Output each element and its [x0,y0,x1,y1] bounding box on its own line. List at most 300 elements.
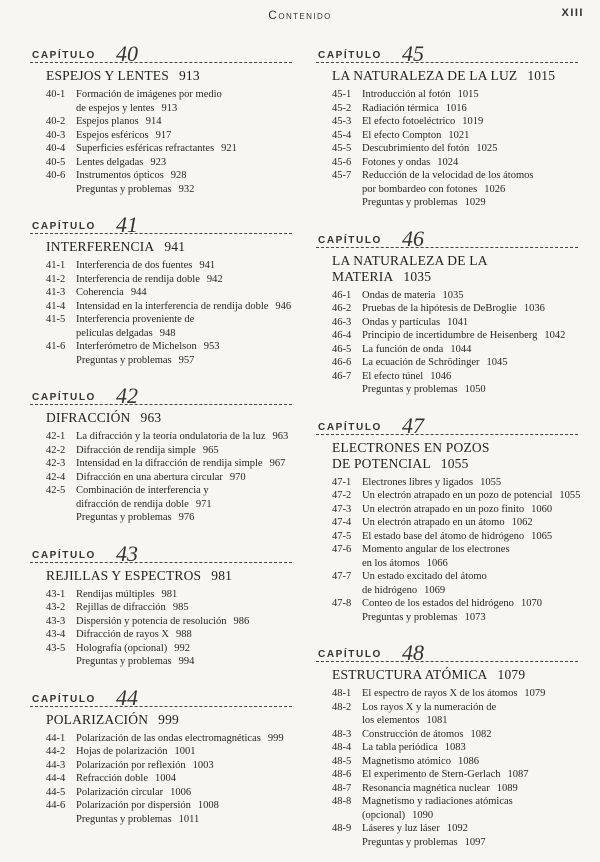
section-page: 1069 [424,584,446,596]
section-page: 917 [155,129,172,141]
section-number: 44-3 [46,759,66,771]
section-title: Coherencia [76,287,124,298]
section-page: 1055 [480,476,502,488]
toc-entry [30,156,298,170]
section-page: 914 [145,116,162,127]
section-page: 985 [172,602,189,613]
section-number: 46-5 [332,343,352,355]
section-number: 43-4 [46,629,66,640]
section-title: Polarización por dispersión [76,800,191,811]
toc-entry [316,356,584,370]
chapter-number: 43 [116,540,138,566]
toc-entry [316,570,584,597]
section-title: Espejos planos [76,116,139,127]
problems-label: Preguntas y problemas [76,512,172,523]
section-title: La ecuación de Schrödinger [362,357,480,368]
section-page: 923 [150,156,167,168]
section-number: 40-5 [46,156,66,168]
toc-entry [316,302,584,316]
section-page: 970 [229,471,246,483]
section-title: El espectro de rayos X de los átomos [362,688,518,699]
toc-column-right [316,38,584,862]
problems-entry [316,383,584,397]
problems-page: 932 [178,183,195,195]
page-number: XIII [561,7,584,19]
chapter-title [332,667,584,683]
section-title: (opcional) [362,809,406,821]
toc-entry [30,588,298,602]
toc-entry [30,88,298,115]
chapter-heading [316,223,578,251]
section-page: 1036 [523,303,545,314]
section-number: 42-5 [46,485,66,496]
chapter-heading [30,538,292,566]
section-page: 1087 [507,769,529,780]
chapter-block [30,380,298,525]
toc-entry [316,102,584,116]
section-title: Construcción de átomos [362,728,464,740]
toc-entry [316,728,584,742]
chapter-page: 963 [140,410,162,425]
chapter-title [46,410,298,426]
section-title: Magnetismo atómico [362,755,451,767]
section-title: Descubrimiento del fotón [362,143,470,154]
problems-entry [30,813,298,827]
section-number: 42-4 [46,471,66,483]
section-page: 1066 [426,557,448,569]
section-number: 42-2 [46,444,66,456]
toc-entry [30,484,298,511]
section-title: Introducción al fotón [362,89,451,100]
chapter-page: 1035 [403,268,432,284]
section-title: El efecto túnel [362,370,424,382]
toc-entry [316,289,584,303]
toc-entry [316,822,584,836]
chapter-title-text: LA NATURALEZA DE LA LUZ [332,68,518,83]
chapter-number: 45 [402,41,424,66]
section-number: 46-1 [332,289,352,301]
section-number: 48-9 [332,823,352,834]
section-page: 967 [269,458,286,469]
section-page: 1083 [444,742,466,753]
chapter-title-text: ESTRUCTURA ATÓMICA [332,667,488,682]
problems-page: 994 [178,656,195,667]
section-page: 963 [272,431,289,442]
toc-entry [316,768,584,782]
chapter-label: CAPÍTULO [32,549,96,561]
toc-entry [30,601,298,615]
chapter-title [46,712,298,728]
section-title: La función de onda [362,343,444,355]
problems-label: Preguntas y problemas [76,656,172,667]
chapter-block [316,637,584,849]
chapter-number: 42 [116,383,138,408]
chapter-number: 41 [116,212,138,237]
section-number: 47-1 [332,476,352,488]
chapter-block [316,410,584,625]
section-title: Electrones libres y ligados [362,476,474,488]
toc-entry [316,476,584,490]
problems-entry [30,183,298,197]
section-number: 47-8 [332,598,352,609]
toc-entry [316,530,584,544]
problems-entry [30,354,298,368]
problems-entry [316,611,584,625]
chapter-heading [316,410,578,438]
chapter-title [332,253,584,285]
chapter-page: 941 [164,239,186,254]
chapter-title-text: LA NATURALEZA DE LA MATERIA [332,252,487,284]
toc-entry [30,799,298,813]
section-title: Holografía (opcional) [76,642,168,654]
section-title: Polarización de las ondas electromagnéticas [76,732,261,744]
section-title: Un estado excitado del átomo [362,571,487,582]
section-number: 47-5 [332,530,352,542]
section-title: La tabla periódica [362,742,438,753]
chapter-heading [30,209,292,237]
problems-label: Preguntas y problemas [76,813,172,825]
section-number: 46-3 [332,316,352,328]
section-page: 1081 [426,715,448,726]
section-title: Espejos esféricos [76,129,149,141]
section-number: 45-2 [332,102,352,114]
section-title: Ondas de materia [362,289,436,301]
chapter-title-text: DE POTENCIAL [332,455,431,471]
section-number: 43-3 [46,615,66,627]
section-title: Intensidad en la interferencia de rendija doble [76,300,269,312]
section-page: 1041 [447,316,469,328]
section-title: Conteo de los estados del hidrógeno [362,598,514,609]
toc-entry [30,340,298,354]
chapter-title-text: INTERFERENCIA [46,239,155,254]
toc-entry [316,795,584,822]
section-page: 1044 [450,343,472,355]
section-title: Intensidad en la difracción de rendija simple [76,458,263,469]
section-title: Los rayos X y la numeración de [362,701,497,713]
section-page: 1065 [531,530,553,542]
toc-entry [30,169,298,183]
section-title: Dispersión y potencia de resolución [76,615,227,627]
section-page: 1079 [524,688,546,699]
toc-entry [30,628,298,642]
section-title: Formación de imágenes por medio [76,89,222,100]
chapter-page: 999 [158,711,180,727]
problems-page: 976 [178,512,195,523]
chapter-block [316,38,584,210]
section-number: 45-7 [332,170,352,181]
problems-entry [30,655,298,669]
problems-page: 1050 [464,384,486,395]
section-number: 45-4 [332,129,352,141]
chapter-block [30,209,298,367]
section-number: 41-6 [46,341,66,352]
section-page: 1086 [457,755,479,767]
section-number: 47-4 [332,517,352,528]
section-title: Interferencia de rendija doble [76,273,200,285]
section-title: de espejos y lentes [76,102,155,114]
problems-entry [30,511,298,525]
section-number: 45-1 [332,89,352,100]
section-number: 41-2 [46,273,66,285]
section-page: 971 [195,498,212,510]
chapter-label: CAPÍTULO [318,50,382,61]
section-page: 1006 [170,786,192,798]
section-title: Rejillas de difracción [76,602,166,613]
chapter-label: CAPÍTULO [318,234,382,246]
page-header [0,8,600,26]
section-title: difracción de rendija doble [76,498,189,510]
section-number: 46-7 [332,370,352,382]
chapter-page: 913 [178,68,200,83]
section-number: 48-4 [332,742,352,753]
section-page: 1003 [192,759,214,771]
toc-entry [30,642,298,656]
section-title: en los átomos [362,557,420,569]
section-page: 1004 [155,773,177,784]
section-page: 1062 [511,517,533,528]
section-title: por bombardeo con fotones [362,183,478,195]
section-number: 47-2 [332,490,352,501]
section-page: 1045 [486,357,508,368]
toc-entry [316,489,584,503]
section-title: La difracción y la teoría ondulatoria de la luz [76,431,266,442]
section-page: 992 [174,642,191,654]
chapter-label: CAPÍTULO [32,392,96,403]
section-page: 1042 [544,330,566,341]
section-title: El experimento de Stern-Gerlach [362,769,501,780]
toc-entry [316,741,584,755]
chapter-block [30,538,298,669]
chapter-label: CAPÍTULO [318,421,382,433]
section-title: Magnetismo y radiaciones atómicas [362,796,513,807]
section-title: Lentes delgadas [76,156,144,168]
section-number: 45-3 [332,116,352,127]
chapter-title-text: DIFRACCIÓN [46,410,131,425]
section-title: Reducción de la velocidad de los átomos [362,170,534,181]
section-number: 45-6 [332,156,352,168]
toc-entry [316,782,584,796]
chapter-page: 1079 [497,667,526,682]
section-page: 1089 [496,782,518,794]
section-number: 45-5 [332,143,352,154]
section-number: 40-1 [46,89,66,100]
chapter-number: 46 [402,225,424,251]
section-title: Hojas de polarización [76,746,168,757]
toc-entry [30,772,298,786]
toc-entry [30,259,298,273]
section-page: 944 [130,287,147,298]
chapter-heading [316,38,578,66]
section-page: 941 [199,260,216,271]
problems-page: 1011 [178,813,200,825]
section-title: Pruebas de la hipótesis de DeBroglie [362,303,517,314]
section-number: 46-4 [332,330,352,341]
section-title: El efecto Compton [362,129,442,141]
section-page: 1021 [448,129,470,141]
chapter-title-text: POLARIZACIÓN [46,711,149,727]
section-title: El estado base del átomo de hidrógeno [362,530,525,542]
section-number: 40-3 [46,129,66,141]
section-number: 48-1 [332,688,352,699]
section-title: Interferencia proveniente de [76,314,195,325]
section-page: 1055 [559,490,581,501]
section-number: 40-2 [46,116,66,127]
chapter-label: CAPÍTULO [32,221,96,232]
section-title: Fotones y ondas [362,156,431,168]
section-page: 1024 [437,156,459,168]
section-page: 1001 [174,746,196,757]
toc-entry [316,543,584,570]
section-number: 48-6 [332,769,352,780]
problems-label: Preguntas y problemas [362,384,458,395]
section-title: Refracción doble [76,773,149,784]
problems-label: Preguntas y problemas [76,354,172,366]
section-number: 44-4 [46,773,66,784]
section-number: 43-1 [46,588,66,600]
section-title: Difracción de rayos X [76,629,170,640]
chapter-heading [30,682,292,710]
toc-entry [30,313,298,340]
problems-label: Preguntas y problemas [362,611,458,623]
chapter-number: 44 [116,684,138,710]
problems-label: Preguntas y problemas [362,197,458,208]
section-page: 942 [206,273,223,285]
section-page: 1008 [197,800,219,811]
section-page: 1025 [476,143,498,154]
problems-entry [316,196,584,210]
problems-page: 1073 [464,611,486,623]
section-page: 946 [275,300,292,312]
chapter-label: CAPÍTULO [32,50,96,61]
section-number: 41-5 [46,314,66,325]
toc-entry [316,329,584,343]
chapter-title-text: ELECTRONES EN POZOS [332,439,490,455]
section-title: El efecto fotoeléctrico [362,116,456,127]
toc-entry [30,300,298,314]
section-title: Láseres y luz láser [362,823,440,834]
toc-entry [30,457,298,471]
chapter-title [332,440,584,472]
section-number: 40-6 [46,170,66,181]
toc-entry [316,316,584,330]
chapter-heading [316,637,578,665]
section-page: 1082 [470,728,492,740]
section-number: 41-1 [46,260,66,271]
section-page: 953 [203,341,220,352]
section-title: Resonancia magnética nuclear [362,782,490,794]
section-number: 47-7 [332,571,352,582]
section-page: 999 [267,732,284,744]
chapter-heading [30,38,292,66]
chapter-block [316,223,584,397]
toc-entry [30,444,298,458]
toc-entry [30,142,298,156]
section-number: 48-7 [332,782,352,794]
section-page: 1015 [457,89,479,100]
section-number: 44-2 [46,746,66,757]
toc-entry [316,88,584,102]
toc-entry [30,471,298,485]
toc-entry [30,286,298,300]
section-number: 47-3 [332,503,352,515]
section-number: 44-1 [46,732,66,744]
section-page: 1060 [531,503,553,515]
section-title: Rendijas múltiples [76,588,155,600]
section-page: 921 [221,143,237,154]
section-page: 1019 [462,116,484,127]
toc-entry [30,615,298,629]
toc-entry [316,343,584,357]
chapter-title [46,568,298,584]
section-number: 46-2 [332,303,352,314]
section-page: 986 [233,615,250,627]
section-title: Un electrón atrapado en un pozo finito [362,503,525,515]
section-title: Momento angular de los electrones [362,544,510,555]
section-page: 981 [161,588,178,600]
section-title: Instrumentos ópticos [76,170,164,181]
toc-entry [316,597,584,611]
toc-entry [30,430,298,444]
section-number: 46-6 [332,357,352,368]
toc-entry [316,129,584,143]
section-number: 48-3 [332,728,352,740]
chapter-page: 1055 [440,455,469,471]
section-title: Interferencia de dos fuentes [76,260,193,271]
toc-entry [30,129,298,143]
section-title: Superficies esféricas refractantes [76,143,215,154]
section-page: 965 [202,444,219,456]
section-title: Un electrón atrapado en un pozo de potencial [362,490,553,501]
chapter-number: 48 [402,640,424,665]
chapter-title [332,68,584,84]
section-title: Difracción de rendija simple [76,444,196,456]
chapter-page: 1015 [527,68,556,83]
section-title: Combinación de interferencia y [76,485,209,496]
chapter-number: 40 [116,41,138,66]
section-page: 1046 [430,370,452,382]
toc-entry [30,732,298,746]
section-page: 1016 [445,102,467,114]
toc-entry [30,273,298,287]
toc-entry [316,115,584,129]
toc-entry [316,142,584,156]
section-title: Polarización por reflexión [76,759,186,771]
chapter-label: CAPÍTULO [32,693,96,705]
section-number: 48-5 [332,755,352,767]
toc-entry [316,755,584,769]
toc-entry [30,759,298,773]
toc-entry [316,169,584,196]
section-title: Principio de incertidumbre de Heisenberg [362,330,538,341]
chapter-label: CAPÍTULO [318,649,382,660]
problems-page: 1029 [464,197,486,208]
toc-column-left [30,38,298,839]
section-title: Un electrón atrapado en un átomo [362,517,505,528]
section-number: 47-6 [332,544,352,555]
section-title: Polarización circular [76,786,164,798]
chapter-title-text: REJILLAS Y ESPECTROS [46,567,202,583]
section-page: 948 [159,327,176,339]
section-title: Difracción en una abertura circular [76,471,223,483]
section-title: Ondas y partículas [362,316,441,328]
toc-entry [316,687,584,701]
section-title: Interferómetro de Michelson [76,341,197,352]
chapter-title [46,239,298,255]
section-page: 988 [176,629,192,640]
problems-label: Preguntas y problemas [362,836,458,848]
toc-entry [30,745,298,759]
section-page: 1090 [412,809,434,821]
